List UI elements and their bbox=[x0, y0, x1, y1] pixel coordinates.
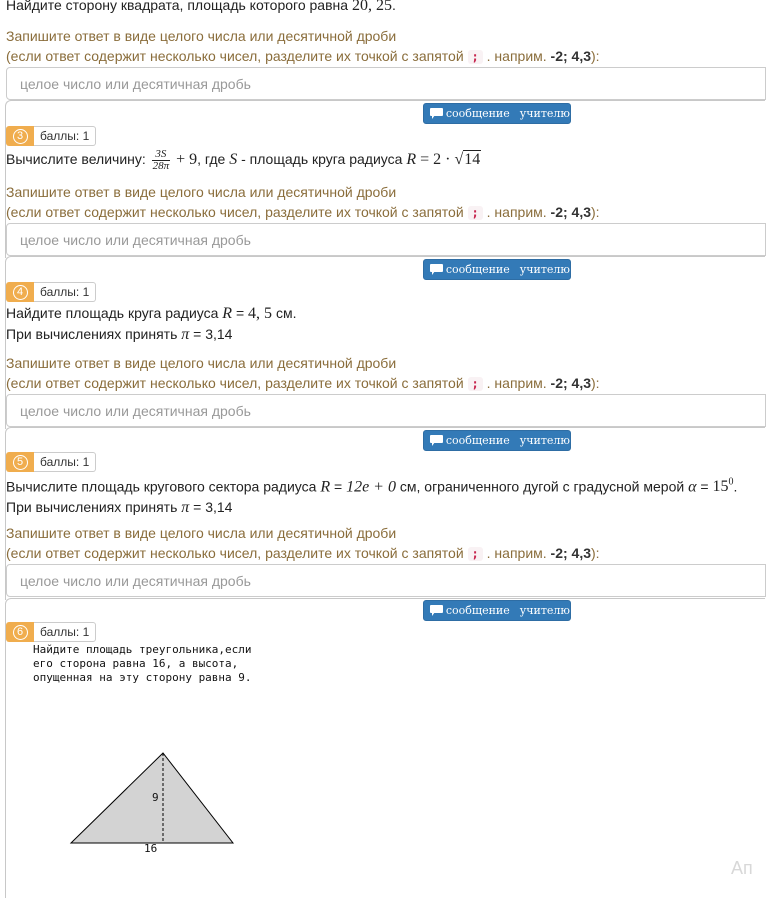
q5-number: 5 bbox=[13, 455, 28, 470]
comment-icon bbox=[430, 108, 437, 119]
hint-code: ; bbox=[468, 206, 483, 220]
q4-points: баллы: 1 bbox=[34, 282, 96, 302]
q5-points: баллы: 1 bbox=[34, 452, 96, 472]
q5-badge bbox=[6, 452, 96, 472]
q3-badge bbox=[6, 126, 96, 146]
q4-badge bbox=[6, 282, 96, 302]
q4-text: Найдите площадь круга радиуса R = 4, 5 см. При вычислениях принять π = 3,14 bbox=[6, 305, 297, 343]
q4-number: 4 bbox=[13, 285, 28, 300]
hint-code: ; bbox=[468, 547, 483, 561]
q6-number: 6 bbox=[13, 625, 28, 640]
q5-hint: Запишите ответ в виде целого числа или десятичной дроби (если ответ содержит несколько чисел, разделите их точкой с запятой ; . наприм. -2; 4,3): bbox=[6, 525, 600, 561]
comment-icon bbox=[430, 605, 437, 616]
q4-hint: Запишите ответ в виде целого числа или десятичной дроби (если ответ содержит несколько чисел, разделите их точкой с запятой ; . наприм. -2; 4,3): bbox=[6, 355, 600, 391]
q6-badge bbox=[6, 622, 96, 642]
q3-number: 3 bbox=[13, 129, 28, 144]
triangle-figure bbox=[66, 748, 246, 858]
q6-points: баллы: 1 bbox=[34, 622, 96, 642]
q3-points: баллы: 1 bbox=[34, 126, 96, 146]
q2-hint: Запишите ответ в виде целого числа или десятичной дроби (если ответ содержит несколько чисел, разделите их точкой с запятой ; . наприм. -2; 4,3): bbox=[6, 28, 600, 64]
q6-text: Найдите площадь треугольника,если его сторона равна 16, а высота, опущенная на эту сторону равна 9. bbox=[33, 643, 252, 684]
q3-text: Вычислите величину: $\frac{3S}{28\pi}$ + 9, где S - площадь круга радиуса R = 2 · √14 bbox=[6, 147, 481, 172]
q5-text: Вычислите площадь кругового сектора радиуса R = 12e + 0 см, ограниченного дугой с градусной мерой $\alpha = 15^0$. При вычислениях принять π = 3,14 bbox=[6, 477, 738, 517]
q3-answer-input[interactable] bbox=[6, 223, 766, 256]
q3-fraction: $\frac{3S}{28\pi}$ bbox=[152, 147, 170, 172]
hint-code: ; bbox=[468, 50, 483, 64]
comment-icon bbox=[430, 264, 437, 275]
q5-message-teacher-button[interactable]: сообщение учителю bbox=[423, 430, 571, 451]
comment-icon bbox=[430, 435, 437, 446]
q2-value: 20, 25 bbox=[351, 0, 392, 14]
height-label: 9 bbox=[152, 791, 159, 804]
q4-message-teacher-button[interactable]: сообщение учителю bbox=[423, 259, 571, 280]
base-label: 16 bbox=[144, 842, 158, 855]
hint-code: ; bbox=[468, 377, 483, 391]
q3-hint: Запишите ответ в виде целого числа или десятичной дроби (если ответ содержит несколько чисел, разделите их точкой с запятой ; . наприм. -2; 4,3): bbox=[6, 184, 600, 220]
q5-answer-input[interactable] bbox=[6, 564, 766, 597]
q2-answer-input[interactable] bbox=[6, 67, 766, 100]
q6-message-teacher-button[interactable]: сообщение учителю bbox=[423, 600, 571, 621]
q3-message-teacher-button[interactable]: сообщение учителю bbox=[423, 103, 571, 124]
q4-answer-input[interactable] bbox=[6, 394, 766, 427]
q2-text: Найдите сторону квадрата, площадь которого равна 20, 25. bbox=[6, 0, 396, 16]
ghost-overlay-text: Ап bbox=[731, 858, 753, 878]
